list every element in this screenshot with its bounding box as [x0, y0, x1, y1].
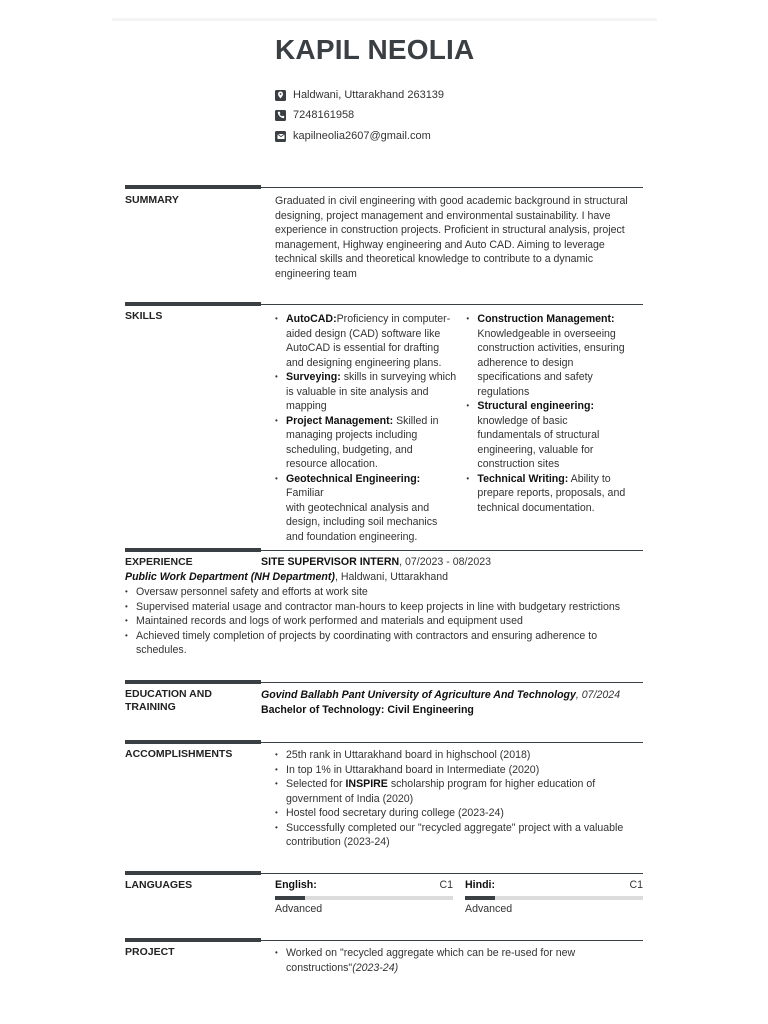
language-name: Hindi: [465, 879, 496, 891]
skill-item [466, 472, 643, 516]
skill-desc: AutoCAD is essential for drafting [286, 342, 440, 354]
skills-column-2 [466, 312, 643, 544]
section-divider-thin [261, 682, 643, 683]
skill-desc: skills in surveying which [340, 371, 457, 383]
skill-desc: and foundation engineering. [286, 530, 418, 543]
language-level-code: C1 [629, 879, 643, 891]
address-text: Haldwani, Uttarakhand 263139 [293, 89, 445, 101]
skill-item [275, 414, 459, 472]
list-item: • Maintained records and logs of work performed and materials and equipment used [125, 614, 643, 629]
list-item [275, 821, 643, 850]
skills-list [275, 312, 643, 544]
job-heading [261, 556, 491, 568]
section-divider-thick [125, 680, 261, 684]
accomplishments-title: ACCOMPLISHMENTS [125, 748, 233, 760]
proficiency-bar [465, 896, 643, 900]
project-date: (2023-24) [352, 961, 399, 974]
accomplishment-text: 25th rank in Uttarakhand board in highschool (2018) [286, 749, 531, 761]
summary-line: designing, project management and environmental sustainability. I have [275, 209, 611, 222]
skill-name: Structural engineering: [477, 400, 594, 412]
job-title: SITE SUPERVISOR INTERN [261, 556, 400, 568]
experience-section [125, 548, 643, 663]
skill-item [275, 312, 459, 370]
accomplishment-text: scholarship program for higher education of government of India (2020) [286, 778, 596, 805]
section-divider-thin [261, 550, 643, 551]
list-item: • Oversaw personnel safety and efforts at work site [125, 585, 643, 600]
phone-icon [275, 110, 286, 121]
summary-line: management, Highway engineering and Auto CAD. Aiming to leverage [275, 238, 605, 251]
accomplishment-text: Successfully completed our "recycled aggregate" project with a valuable contribution (2023-24) [286, 821, 624, 848]
phone-row [275, 109, 354, 121]
language-hindi [465, 879, 643, 915]
accomplishment-text: Selected for [286, 778, 346, 790]
education-title [125, 688, 212, 714]
skill-desc: managing projects including [286, 429, 418, 441]
skill-desc: technical documentation. [477, 501, 595, 514]
language-row [465, 879, 643, 891]
education-section [125, 680, 643, 725]
summary-line: technical skills and theoretical knowledge to contribute to a dynamic [275, 253, 593, 265]
skill-desc: design, including soil mechanics [286, 516, 438, 528]
skills-title: SKILLS [125, 310, 163, 322]
summary-section [125, 185, 643, 285]
skill-name: Technical Writing: [477, 472, 569, 485]
degree-field: : Civil Engineering [380, 703, 474, 716]
languages-title: LANGUAGES [125, 879, 193, 891]
project-list [275, 946, 643, 975]
list-item [275, 946, 643, 975]
skill-desc: scheduling, budgeting, and [286, 443, 413, 456]
employer-name: Public Work Department (NH Department) [125, 571, 335, 583]
school-line [261, 688, 643, 703]
skills-section [125, 302, 643, 543]
accomplishment-text: In top 1% in Uttarakhand board in Intermediate (2020) [286, 763, 540, 776]
employer-line [125, 571, 448, 583]
skill-desc: knowledge of basic [477, 414, 568, 427]
section-divider-thick [125, 302, 261, 306]
project-title: PROJECT [125, 946, 175, 958]
job-dates: , 07/2023 - 08/2023 [399, 556, 492, 568]
skill-name: Surveying: [286, 371, 341, 383]
skill-desc: Familiar [286, 487, 324, 499]
experience-title: EXPERIENCE [125, 556, 193, 568]
languages-section [125, 871, 643, 921]
list-item [275, 806, 643, 821]
skills-column-1 [275, 312, 459, 544]
language-row [275, 879, 453, 891]
skill-name: AutoCAD: [286, 313, 337, 325]
summary-line: experience in construction projects. Proficient in structural analysis, project [275, 224, 625, 236]
skill-desc: mapping [286, 400, 327, 412]
skill-desc: engineering, valuable for [477, 443, 594, 456]
summary-title: SUMMARY [125, 194, 179, 206]
skill-desc: Skilled in [393, 414, 439, 427]
list-item: • Achieved timely completion of projects by coordinating with contractors and ensuring adherence to schedules. [125, 629, 631, 658]
skill-desc: prepare reports, proposals, and [477, 487, 626, 499]
school-name: Govind Ballabh Pant University of Agriculture And Technology [261, 689, 576, 701]
email-row [275, 130, 431, 142]
section-divider-thin [261, 187, 643, 188]
skill-desc: fundamentals of structural [477, 429, 600, 441]
degree-name: Bachelor of Technology [261, 703, 381, 716]
section-divider-thin [261, 940, 643, 941]
education-entry [261, 688, 643, 717]
list-item [275, 748, 643, 763]
top-divider [112, 18, 657, 21]
skill-item [275, 472, 459, 545]
skill-desc: adherence to design [477, 356, 574, 369]
skill-desc: with geotechnical analysis and [286, 501, 430, 514]
skill-desc: specifications and safety [477, 371, 593, 383]
skill-name: Construction Management: [477, 313, 615, 325]
section-divider-thick [125, 871, 261, 875]
accomplishments-list [275, 748, 643, 850]
proficiency-fill [465, 896, 495, 900]
skill-desc: construction activities, ensuring [477, 342, 625, 354]
email-icon [275, 131, 286, 142]
employer-location: , Haldwani, Uttarakhand [334, 571, 449, 583]
skill-desc: construction sites [477, 458, 560, 470]
project-text: Worked on "recycled aggregate which can be re-used for new constructions" [286, 947, 576, 974]
skill-item [466, 312, 643, 399]
proficiency-bar [275, 896, 453, 900]
proficiency-fill [275, 896, 305, 900]
project-section [125, 938, 643, 983]
skill-desc: Ability to [568, 472, 611, 485]
accomplishments-section [125, 740, 643, 855]
skill-item [275, 370, 459, 414]
summary-text [275, 194, 643, 281]
list-item: • Supervised material usage and contractor man-hours to keep projects in line with budgetary restrictions [125, 600, 643, 615]
accomplishment-bold: INSPIRE [345, 778, 388, 790]
section-divider-thick [125, 740, 261, 744]
skill-name: Project Management: [286, 414, 394, 427]
school-date: , 07/2024 [575, 689, 621, 701]
experience-bullets [125, 585, 643, 658]
language-level: Advanced [465, 903, 513, 915]
skill-desc: and designing engineering plans. [286, 356, 442, 369]
language-name: English: [275, 879, 317, 891]
language-english [275, 879, 453, 915]
skill-name: Geotechnical Engineering: [286, 472, 421, 485]
skill-item [466, 399, 643, 472]
skill-desc: Proficiency in computer- [336, 313, 451, 325]
section-divider-thin [261, 873, 643, 874]
phone-text: 7248161958 [293, 109, 355, 121]
section-divider-thick [125, 548, 261, 552]
section-divider-thin [261, 304, 643, 305]
location-pin-icon [275, 90, 286, 101]
section-divider-thick [125, 185, 261, 189]
section-divider-thick [125, 938, 261, 942]
education-title-line: EDUCATION AND [125, 688, 212, 700]
accomplishment-text: Hostel food secretary during college (2023-24) [286, 807, 504, 819]
language-level: Advanced [275, 903, 323, 915]
list-item [275, 777, 643, 806]
degree-line [261, 703, 643, 718]
skill-desc: is valuable in site analysis and [286, 385, 429, 398]
skill-desc: regulations [477, 385, 530, 398]
skill-desc: resource allocation. [286, 458, 378, 470]
list-item [275, 763, 643, 778]
candidate-name: KAPIL NEOLIA [275, 34, 475, 65]
summary-line: Graduated in civil engineering with good academic background in structural [275, 195, 628, 207]
language-level-code: C1 [439, 879, 453, 891]
summary-line: engineering team [275, 267, 357, 280]
email-text[interactable]: kapilneolia2607@gmail.com [293, 130, 431, 142]
skill-desc: aided design (CAD) software like [286, 327, 441, 340]
education-title-line: TRAINING [125, 701, 176, 713]
section-divider-thin [261, 742, 643, 743]
address-row [275, 89, 444, 101]
skill-desc: Knowledgeable in overseeing [477, 327, 616, 340]
